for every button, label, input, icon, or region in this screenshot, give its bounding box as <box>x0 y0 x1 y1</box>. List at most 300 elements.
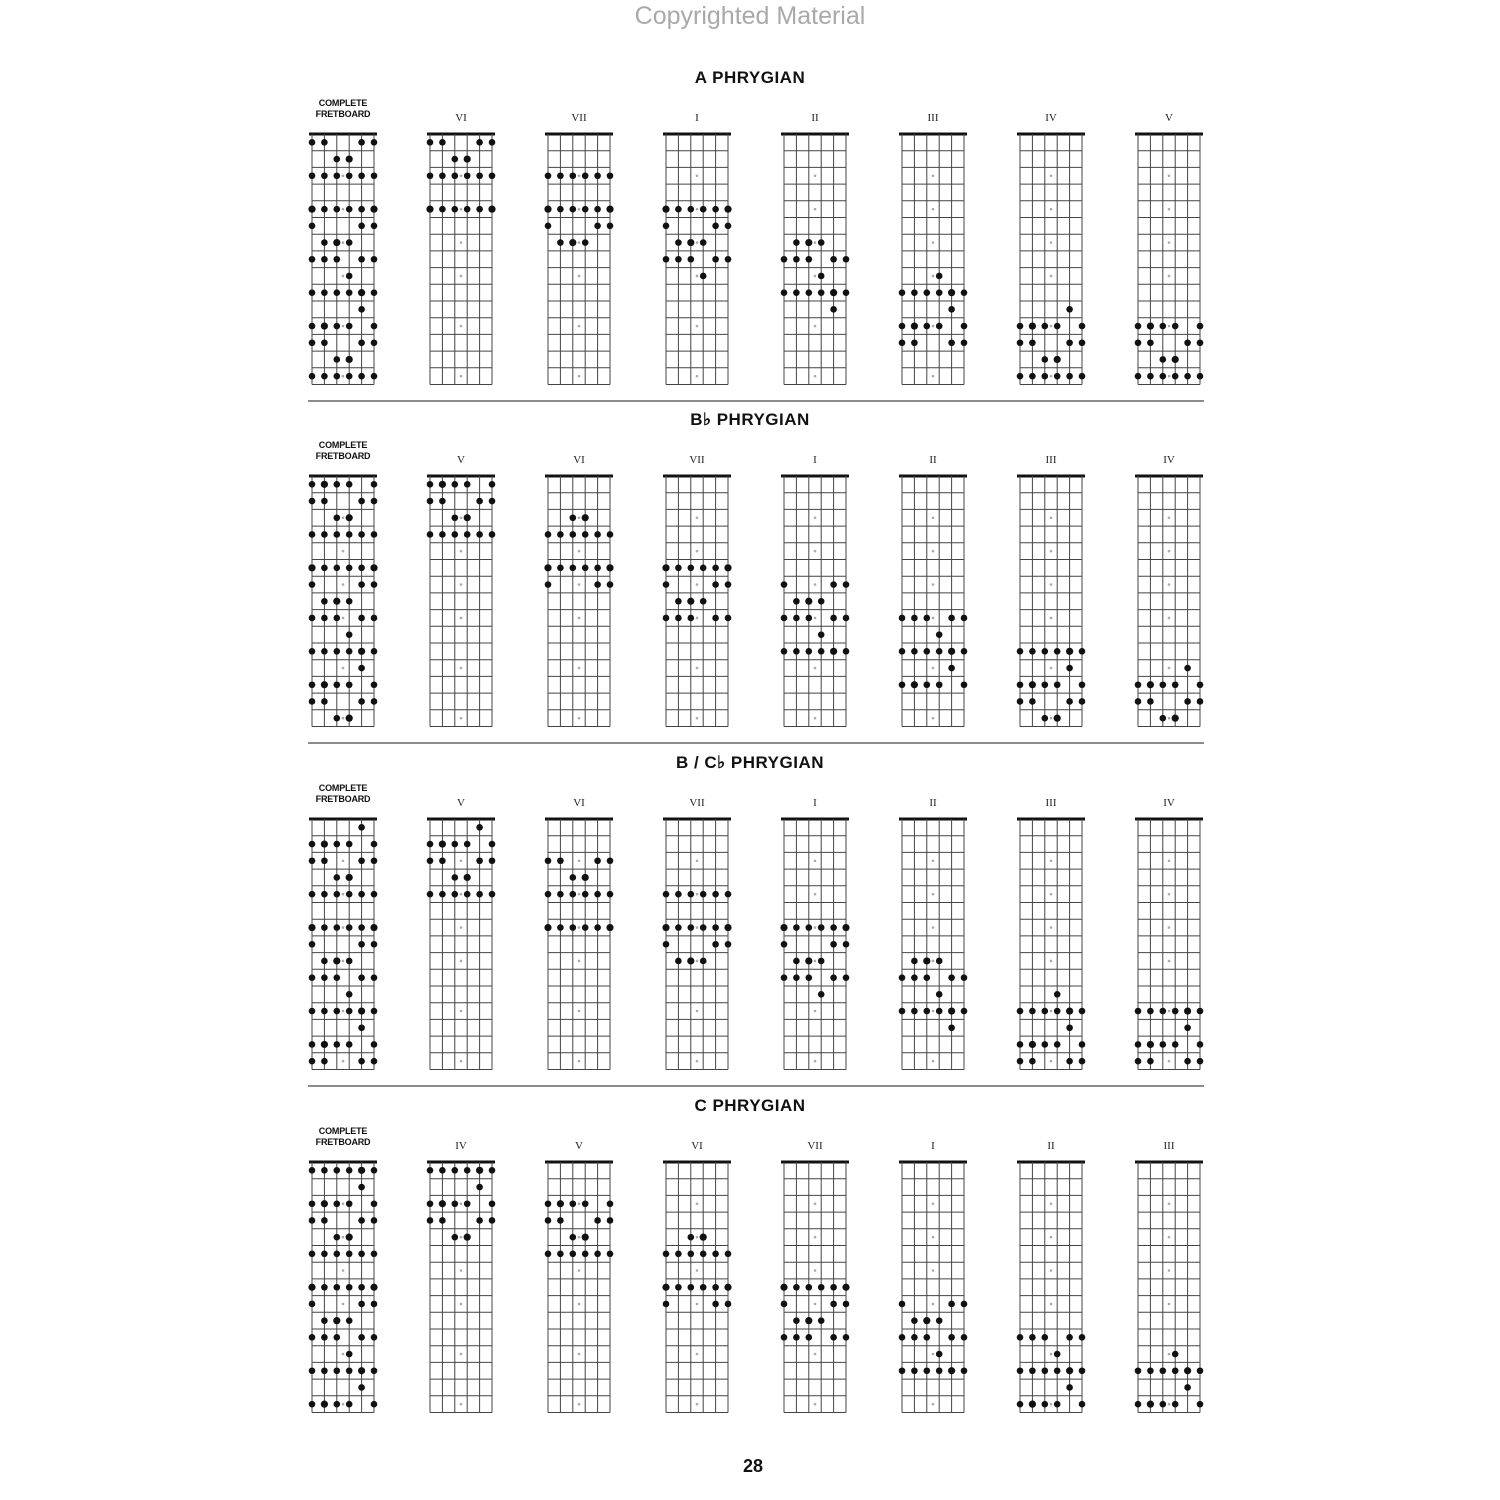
scale-note-dot <box>781 256 788 263</box>
scale-note-dot <box>1147 1058 1154 1065</box>
scale-note-dot <box>793 1317 800 1324</box>
fret-marker <box>696 1353 699 1356</box>
scale-note-dot <box>358 1058 365 1065</box>
fret-marker <box>460 1236 463 1239</box>
scale-note-dot <box>806 1284 813 1291</box>
root-note-dot <box>842 1284 849 1291</box>
fret-marker <box>814 717 817 720</box>
scale-note-dot <box>334 974 341 981</box>
scale-note-dot <box>427 1167 434 1174</box>
scale-note-dot <box>781 941 788 948</box>
scale-note-dot <box>371 681 378 688</box>
scale-note-dot <box>1135 323 1142 330</box>
scale-note-dot <box>911 339 918 346</box>
scale-note-dot <box>346 958 353 965</box>
scale-note-dot <box>700 1284 707 1291</box>
fret-marker <box>696 1236 699 1239</box>
scale-note-dot <box>346 648 353 655</box>
fret-marker <box>1050 667 1053 670</box>
complete-label-line-2: FRETBOARD <box>315 794 371 804</box>
scale-note-dot <box>371 1334 378 1341</box>
scale-note-dot <box>899 323 906 330</box>
position-fretboard-diagram <box>780 1160 850 1417</box>
root-note-dot <box>333 239 340 246</box>
root-note-dot <box>1184 1367 1191 1374</box>
position-label: VII <box>807 1140 823 1152</box>
scale-note-dot <box>557 172 564 179</box>
scale-note-dot <box>358 824 365 831</box>
position-fretboard-diagram <box>780 474 850 731</box>
scale-note-dot <box>489 891 496 898</box>
scale-note-dot <box>961 648 968 655</box>
scale-note-dot <box>911 1317 918 1324</box>
position-label: VI <box>691 1140 703 1152</box>
scale-note-dot <box>948 339 955 346</box>
scale-note-dot <box>309 681 316 688</box>
scale-note-dot <box>321 1284 328 1291</box>
scale-note-dot <box>545 531 552 538</box>
scale-note-dot <box>557 1217 564 1224</box>
scale-note-dot <box>464 891 471 898</box>
scale-note-dot <box>675 924 682 931</box>
scale-note-dot <box>1172 1008 1179 1015</box>
scale-note-dot <box>781 974 788 981</box>
scale-note-dot <box>1054 991 1061 998</box>
position-fretboard-diagram <box>1134 474 1204 731</box>
scale-note-dot <box>346 1008 353 1015</box>
root-note-dot <box>911 681 918 688</box>
scale-note-dot <box>948 1334 955 1341</box>
position-fretboard-diagram <box>1016 474 1086 731</box>
fret-marker <box>1050 859 1053 862</box>
scale-note-dot <box>936 631 943 638</box>
scale-note-dot <box>489 1217 496 1224</box>
scale-note-dot <box>1042 681 1049 688</box>
scale-note-dot <box>371 1217 378 1224</box>
scale-note-dot <box>1197 1041 1204 1048</box>
fret-marker <box>342 325 345 328</box>
fret-marker <box>578 1010 581 1013</box>
fret-marker <box>578 275 581 278</box>
scale-note-dot <box>334 531 341 538</box>
fret-marker <box>1050 550 1053 553</box>
scale-note-dot <box>321 139 328 146</box>
scale-note-dot <box>582 924 589 931</box>
root-note-dot <box>464 874 471 881</box>
scale-note-dot <box>570 874 577 881</box>
scale-note-dot <box>464 481 471 488</box>
scale-note-dot <box>899 339 906 346</box>
scale-note-dot <box>334 156 341 163</box>
complete-fretboard-label <box>298 98 388 120</box>
position-fretboard-diagram <box>544 132 614 389</box>
scale-note-dot <box>818 598 825 605</box>
scale-note-dot <box>594 1251 601 1258</box>
scale-note-dot <box>334 681 341 688</box>
scale-note-dot <box>1172 1041 1179 1048</box>
scale-note-dot <box>334 323 341 330</box>
fret-marker <box>932 516 935 519</box>
fret-marker <box>578 325 581 328</box>
fret-marker <box>814 1403 817 1406</box>
scale-note-dot <box>464 206 471 213</box>
fret-marker <box>814 1353 817 1356</box>
scale-note-dot <box>358 698 365 705</box>
scale-note-dot <box>545 891 552 898</box>
fret-marker <box>932 1202 935 1205</box>
fret-marker <box>1168 174 1171 177</box>
fret-marker <box>696 1403 699 1406</box>
scale-note-dot <box>818 991 825 998</box>
scale-note-dot <box>663 891 670 898</box>
root-note-dot <box>1147 681 1154 688</box>
scale-note-dot <box>371 1041 378 1048</box>
scale-note-dot <box>675 256 682 263</box>
root-note-dot <box>358 1007 365 1014</box>
position-fretboard-diagram <box>898 1160 968 1417</box>
scale-note-dot <box>712 1251 719 1258</box>
scale-note-dot <box>309 339 316 346</box>
scale-note-dot <box>818 1317 825 1324</box>
scale-note-dot <box>843 941 850 948</box>
root-note-dot <box>724 1284 731 1291</box>
fret-marker <box>814 926 817 929</box>
root-note-dot <box>582 514 589 521</box>
scale-note-dot <box>961 681 968 688</box>
scale-note-dot <box>1172 323 1179 330</box>
position-fretboard-diagram <box>426 817 496 1074</box>
scale-note-dot <box>1147 1367 1154 1374</box>
scale-note-dot <box>663 256 670 263</box>
scale-note-dot <box>346 924 353 931</box>
root-note-dot <box>1066 648 1073 655</box>
scale-note-dot <box>688 1234 695 1241</box>
fret-marker <box>932 1353 935 1356</box>
scale-note-dot <box>309 1008 316 1015</box>
scale-note-dot <box>961 974 968 981</box>
root-note-dot <box>1172 356 1179 363</box>
fret-marker <box>932 275 935 278</box>
scale-note-dot <box>489 857 496 864</box>
scale-note-dot <box>793 239 800 246</box>
scale-note-dot <box>309 323 316 330</box>
scale-note-dot <box>725 891 732 898</box>
scale-note-dot <box>607 1217 614 1224</box>
scale-note-dot <box>1017 1041 1024 1048</box>
scale-note-dot <box>594 531 601 538</box>
scale-note-dot <box>1029 1334 1036 1341</box>
scale-note-dot <box>321 1008 328 1015</box>
scale-note-dot <box>334 1234 341 1241</box>
scale-note-dot <box>806 924 813 931</box>
scale-note-dot <box>899 615 906 622</box>
fret-marker <box>1050 926 1053 929</box>
scale-note-dot <box>1197 681 1204 688</box>
fret-marker <box>932 1060 935 1063</box>
fret-marker <box>460 667 463 670</box>
scale-note-dot <box>594 924 601 931</box>
fret-marker <box>1050 208 1053 211</box>
scale-note-dot <box>1017 1058 1024 1065</box>
fret-marker <box>342 375 345 378</box>
scale-note-dot <box>334 648 341 655</box>
scale-note-dot <box>1079 1008 1086 1015</box>
root-note-dot <box>439 1200 446 1207</box>
scale-note-dot <box>781 289 788 296</box>
scale-note-dot <box>607 223 614 230</box>
scale-note-dot <box>793 256 800 263</box>
scale-note-dot <box>712 1284 719 1291</box>
scale-note-dot <box>1197 1367 1204 1374</box>
fret-marker <box>814 1303 817 1306</box>
scale-note-dot <box>793 974 800 981</box>
fret-marker <box>460 1353 463 1356</box>
scale-note-dot <box>725 941 732 948</box>
scale-note-dot <box>439 1217 446 1224</box>
scale-note-dot <box>594 206 601 213</box>
fret-marker <box>932 1269 935 1272</box>
scale-note-dot <box>476 172 483 179</box>
scale-note-dot <box>607 1251 614 1258</box>
scale-note-dot <box>1042 323 1049 330</box>
fret-marker <box>342 859 345 862</box>
scale-note-dot <box>688 256 695 263</box>
scale-note-dot <box>712 924 719 931</box>
root-note-dot <box>321 1200 328 1207</box>
root-note-dot <box>439 481 446 488</box>
fret-marker <box>460 550 463 553</box>
scale-note-dot <box>1066 306 1073 313</box>
root-note-dot <box>333 957 340 964</box>
scale-note-dot <box>936 648 943 655</box>
scale-note-dot <box>899 1334 906 1341</box>
scale-note-dot <box>371 698 378 705</box>
scale-note-dot <box>582 531 589 538</box>
scale-note-dot <box>1197 339 1204 346</box>
root-note-dot <box>780 1284 787 1291</box>
fret-marker <box>814 617 817 620</box>
position-fretboard-diagram <box>898 817 968 1074</box>
scale-note-dot <box>427 172 434 179</box>
position-fretboard-diagram <box>426 132 496 389</box>
scale-note-dot <box>489 531 496 538</box>
fret-marker <box>696 667 699 670</box>
scale-note-dot <box>358 339 365 346</box>
scale-note-dot <box>688 206 695 213</box>
scale-note-dot <box>1042 373 1049 380</box>
scale-note-dot <box>371 1301 378 1308</box>
root-note-dot <box>606 924 613 931</box>
scale-note-dot <box>688 891 695 898</box>
fret-marker <box>1168 583 1171 586</box>
fret-marker <box>460 1060 463 1063</box>
scale-note-dot <box>309 139 316 146</box>
fret-marker <box>578 717 581 720</box>
fret-marker <box>696 1060 699 1063</box>
scale-note-dot <box>1029 1367 1036 1374</box>
scale-note-dot <box>371 531 378 538</box>
scale-note-dot <box>371 289 378 296</box>
scale-note-dot <box>818 631 825 638</box>
scale-note-dot <box>1184 665 1191 672</box>
scale-note-dot <box>830 974 837 981</box>
scale-note-dot <box>843 1301 850 1308</box>
scale-note-dot <box>439 857 446 864</box>
scale-note-dot <box>346 631 353 638</box>
fret-marker <box>696 516 699 519</box>
root-note-dot <box>805 1317 812 1324</box>
scale-note-dot <box>1135 339 1142 346</box>
scale-note-dot <box>321 498 328 505</box>
scale-note-dot <box>334 1284 341 1291</box>
position-label: VII <box>689 454 705 466</box>
scale-note-dot <box>1079 373 1086 380</box>
scale-note-dot <box>346 565 353 572</box>
fret-marker <box>1168 516 1171 519</box>
scale-note-dot <box>358 172 365 179</box>
position-label: I <box>931 1140 935 1152</box>
scale-note-dot <box>793 1284 800 1291</box>
scale-note-dot <box>346 681 353 688</box>
scale-note-dot <box>700 958 707 965</box>
scale-note-dot <box>582 239 589 246</box>
scale-note-dot <box>334 514 341 521</box>
scale-note-dot <box>334 841 341 848</box>
scale-note-dot <box>358 974 365 981</box>
fret-marker <box>1050 174 1053 177</box>
scale-note-dot <box>358 1024 365 1031</box>
scale-note-dot <box>1197 323 1204 330</box>
scale-note-dot <box>346 206 353 213</box>
scale-note-dot <box>427 531 434 538</box>
scale-note-dot <box>1079 1334 1086 1341</box>
scale-note-dot <box>439 498 446 505</box>
scale-note-dot <box>321 256 328 263</box>
complete-label-line-1: COMPLETE <box>318 783 368 793</box>
complete-fretboard-diagram <box>308 1160 378 1417</box>
root-note-dot <box>346 514 353 521</box>
fret-marker <box>932 667 935 670</box>
scale-note-dot <box>476 206 483 213</box>
scale-note-dot <box>464 1167 471 1174</box>
scale-note-dot <box>371 339 378 346</box>
fret-marker <box>814 275 817 278</box>
scale-note-dot <box>321 1217 328 1224</box>
root-note-dot <box>1054 356 1061 363</box>
root-note-dot <box>1147 1401 1154 1408</box>
scale-note-dot <box>582 565 589 572</box>
scale-note-dot <box>334 172 341 179</box>
scale-note-dot <box>321 531 328 538</box>
root-note-dot <box>1029 322 1036 329</box>
fret-marker <box>932 1303 935 1306</box>
scale-note-dot <box>1029 1058 1036 1065</box>
fret-marker <box>696 174 699 177</box>
fret-marker <box>578 1202 581 1205</box>
scale-note-dot <box>663 223 670 230</box>
position-fretboard-diagram <box>1016 1160 1086 1417</box>
root-note-dot <box>333 598 340 605</box>
scale-note-dot <box>793 598 800 605</box>
scale-note-dot <box>700 924 707 931</box>
scale-note-dot <box>675 615 682 622</box>
fret-marker <box>1050 1269 1053 1272</box>
scale-note-dot <box>545 581 552 588</box>
scale-note-dot <box>309 891 316 898</box>
fret-marker <box>342 1236 345 1239</box>
root-note-dot <box>321 322 328 329</box>
root-note-dot <box>346 874 353 881</box>
position-fretboard-diagram <box>662 1160 732 1417</box>
scale-note-dot <box>1066 1384 1073 1391</box>
scale-note-dot <box>700 239 707 246</box>
scale-note-dot <box>675 206 682 213</box>
scale-note-dot <box>1197 1401 1204 1408</box>
scale-note-dot <box>334 289 341 296</box>
scale-note-dot <box>725 223 732 230</box>
position-label: V <box>457 454 465 466</box>
scale-note-dot <box>309 581 316 588</box>
scale-note-dot <box>1079 1367 1086 1374</box>
scale-note-dot <box>321 1251 328 1258</box>
scale-note-dot <box>924 1367 931 1374</box>
fret-marker <box>932 375 935 378</box>
scale-note-dot <box>1029 1008 1036 1015</box>
scale-note-dot <box>961 615 968 622</box>
fret-marker <box>696 1010 699 1013</box>
fret-marker <box>578 617 581 620</box>
scale-note-dot <box>358 256 365 263</box>
root-note-dot <box>1147 1041 1154 1048</box>
scale-note-dot <box>725 1301 732 1308</box>
scale-note-dot <box>712 941 719 948</box>
root-note-dot <box>321 481 328 488</box>
scale-note-dot <box>1017 1334 1024 1341</box>
position-label: VII <box>571 112 587 124</box>
fret-marker <box>932 208 935 211</box>
scale-note-dot <box>843 581 850 588</box>
scale-note-dot <box>663 941 670 948</box>
fret-marker <box>932 241 935 244</box>
scale-note-dot <box>439 531 446 538</box>
scale-note-dot <box>843 289 850 296</box>
page-number: 28 <box>742 1456 764 1476</box>
position-label: IV <box>1045 112 1057 124</box>
fret-marker <box>1168 960 1171 963</box>
scale-note-dot <box>712 565 719 572</box>
fret-marker <box>342 667 345 670</box>
scale-note-dot <box>961 339 968 346</box>
scale-note-dot <box>334 356 341 363</box>
fret-marker <box>1168 667 1171 670</box>
scale-note-dot <box>594 891 601 898</box>
fret-marker <box>1168 617 1171 620</box>
scale-note-dot <box>371 1251 378 1258</box>
scale-note-dot <box>1172 1401 1179 1408</box>
scale-note-dot <box>793 289 800 296</box>
scale-note-dot <box>570 172 577 179</box>
root-note-dot <box>687 598 694 605</box>
scale-note-dot <box>1160 1401 1167 1408</box>
fret-marker <box>814 550 817 553</box>
fret-marker <box>696 926 699 929</box>
fret-marker <box>814 893 817 896</box>
scale-note-dot <box>309 615 316 622</box>
scale-note-dot <box>1184 373 1191 380</box>
scale-note-dot <box>1079 323 1086 330</box>
root-note-dot <box>700 1234 707 1241</box>
scale-note-dot <box>371 1401 378 1408</box>
